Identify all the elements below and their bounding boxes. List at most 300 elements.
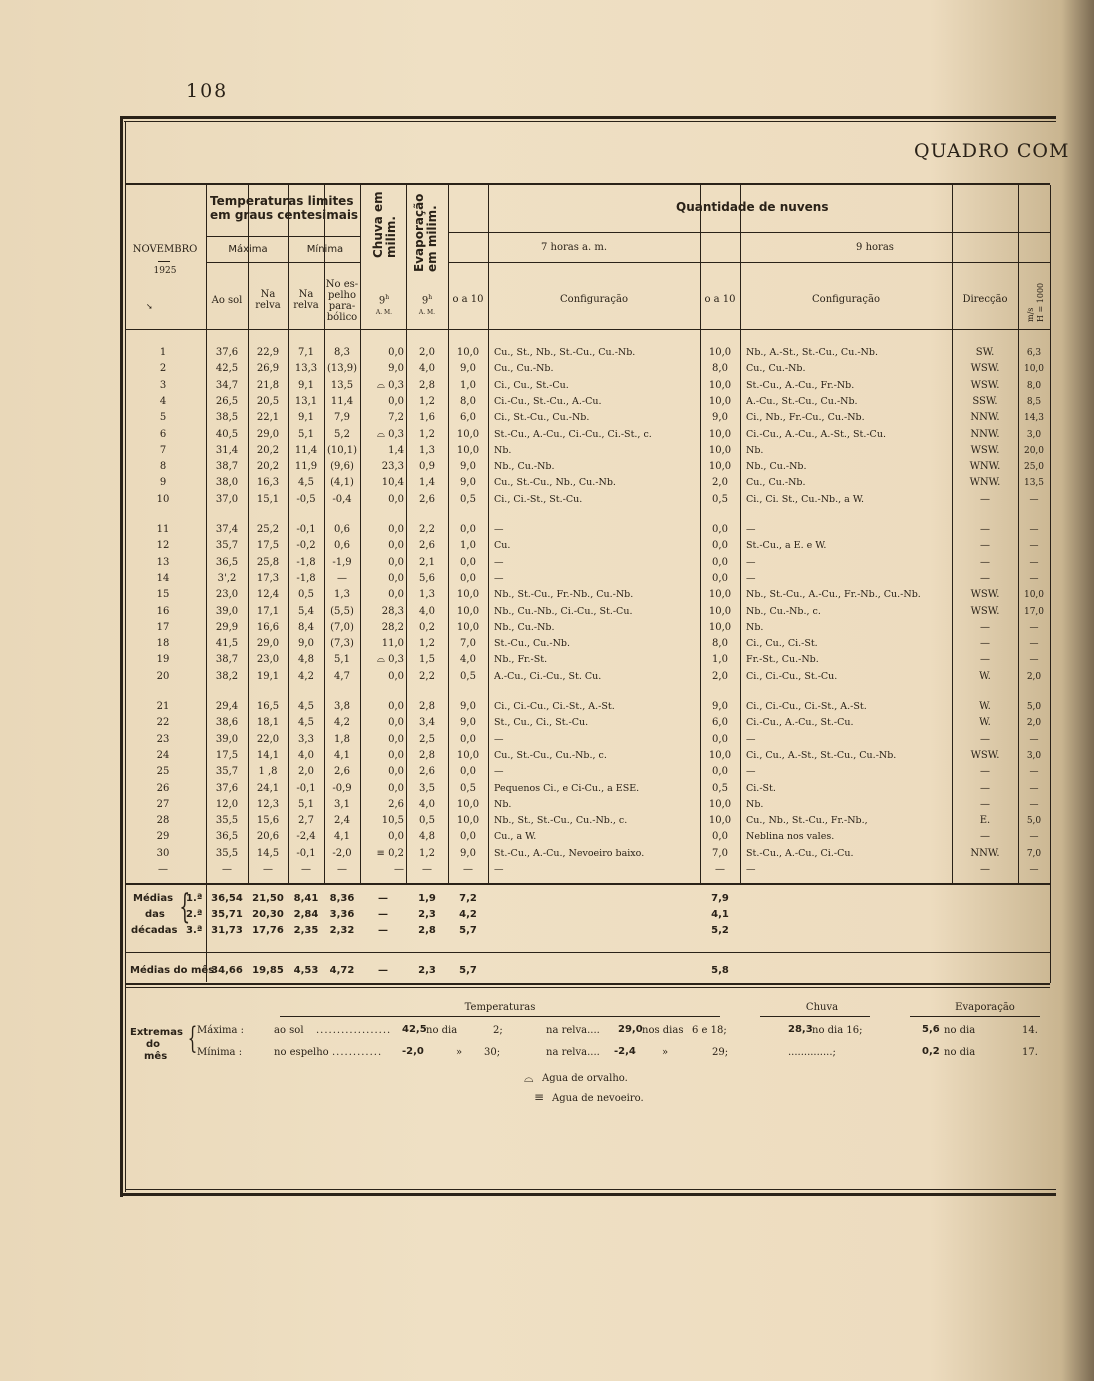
cell-max-sol: 23,0 [215,589,239,601]
cell-evaporacao: 4,0 [419,363,435,375]
cell-direccao: NNW. [970,847,1000,859]
cell-min-espelho: 3,8 [334,701,350,712]
cell-min-espelho: (5,5) [330,605,354,617]
cell-config-7h: Nb., St., St.-Cu., Cu.-Nb., c. [494,815,628,827]
cell-max-sol: 35,7 [215,766,239,778]
cell-min-espelho: 1,3 [334,589,350,601]
cell-velocidade: — [1029,541,1039,552]
cell-max-relva: 22,1 [256,412,280,424]
cell-max-sol: 3',2 [217,572,237,584]
cell-evaporacao: 2,6 [419,540,435,552]
cell-config-9h: Ci.-Cu., A.-Cu., St.-Cu. [746,717,854,729]
cell-day: 5 [159,412,167,424]
cell-max-sol: 38,0 [215,477,239,489]
cell-min-espelho: — [337,864,347,875]
cell-velocidade: — [1029,573,1039,584]
cell-max-relva: 16,5 [256,701,280,712]
cell-day: 24 [156,749,170,761]
cell-media-espelho: 2,32 [329,925,355,936]
cell-nuvens-7h: 0,0 [460,572,476,584]
cell-min-relva: 4,5 [298,717,314,729]
cell-velocidade: — [1029,622,1039,633]
cell-media-n9: 5,2 [711,925,729,936]
cell-min-relva: 4,2 [298,670,314,682]
extremas-maxima-label: Máxima : [197,1025,245,1036]
cell-nuvens-9h: 10,0 [708,395,732,407]
cell-nuvens-9h: 10,0 [708,461,732,473]
cell-max-sol: 29,9 [215,621,239,633]
cell-config-9h: — [746,766,756,778]
cell-velocidade: — [1029,865,1039,875]
cell-media-espelho: 8,36 [329,893,355,904]
frame-bottom-inner [125,1189,1056,1190]
cell-evaporacao: 0,5 [419,815,435,827]
cell-config-9h: Nb., St.-Cu., A.-Cu., Fr.-Nb., Cu.-Nb. [746,589,921,601]
cell-max-relva: 17,3 [256,572,280,584]
max-relva-dias: nos dias [642,1025,684,1036]
cell-day: 6 [159,428,167,440]
cell-nuvens-9h: 9,0 [712,701,728,712]
cell-day: 27 [156,798,170,810]
cell-media-sol: 31,73 [211,925,243,936]
cell-velocidade: 8,5 [1026,396,1042,407]
cell-mes-media-espelho: 4,72 [329,965,355,976]
cell-direccao: — [980,766,990,778]
min-relva-value: -2,4 [614,1046,636,1057]
cell-max-relva: 20,2 [256,444,280,456]
cell-nuvens-9h: 7,0 [712,847,728,859]
extremas-label-3: mês [144,1051,168,1062]
cell-chuva: ≡ 0,2 [376,847,404,859]
cell-nuvens-7h: 10,0 [456,444,480,456]
evap-max-dia: no dia [944,1025,976,1036]
header-config-9: Configuração [812,294,880,305]
cell-max-relva: 23,0 [256,654,280,666]
max-relva-value: 29,0 [618,1024,643,1035]
cell-evaporacao: 2,8 [419,749,435,761]
cell-nuvens-9h: — [715,864,725,875]
col-dir-rule [952,185,953,883]
cell-max-sol: 37,0 [215,493,239,505]
cell-chuva: ⌓ 0,3 [377,428,404,440]
cell-nuvens-7h: 0,0 [460,556,476,568]
cell-direccao: NNW. [970,428,1000,440]
min-esp-q: » [456,1047,463,1058]
nine-rule [700,262,1050,263]
cell-velocidade: 14,3 [1023,413,1045,424]
header-maxima: Máxima [228,244,268,255]
cell-mes-media-min-relva: 4,53 [293,965,319,976]
legend-nevoeiro: Agua de nevoeiro. [552,1093,644,1104]
cell-evaporacao: 2,2 [419,670,435,682]
cell-max-relva: 21,8 [256,379,280,391]
cell-velocidade: 2,0 [1026,671,1042,682]
cell-evaporacao: 1,2 [419,428,435,440]
cell-chuva: 0,0 [388,749,404,761]
cell-config-9h: Ci., Ci. St., Cu.-Nb., a W. [746,493,864,505]
cell-config-7h: Cu., St.-Cu., Nb., Cu.-Nb. [494,477,616,489]
max-relva-label: na relva.... [546,1025,600,1036]
cell-direccao: — [980,638,990,650]
cell-direccao: — [980,621,990,633]
cell-evaporacao: 2,1 [419,556,435,568]
cell-media-n9: 7,9 [711,893,729,904]
cell-nuvens-7h: 4,0 [460,654,476,666]
cell-mes-media-sol: 34,66 [211,965,243,976]
cell-mes-media-n7: 5,7 [459,965,477,976]
cell-min-relva: 8,4 [298,621,314,633]
cell-evaporacao: 5,6 [419,572,435,584]
frame-left [120,116,123,1197]
header-chuva: Chuva em milim. [371,191,398,258]
cell-chuva: 0,0 [388,733,404,745]
cell-chuva: 0,0 [388,717,404,729]
cell-day: 16 [156,605,170,617]
cell-min-espelho: (4,1) [330,477,354,489]
chuva-max-dia: no dia 16; [812,1025,863,1036]
cell-max-sol: 35,5 [215,815,239,827]
cell-config-9h: Ci., Ci.-Cu., Ci.-St., A.-St. [746,701,867,712]
cell-media-relva: 17,76 [252,925,284,936]
cell-min-espelho: 5,1 [334,654,350,666]
cell-velocidade: — [1029,525,1039,535]
cell-day: 29 [156,831,170,843]
nuvens-rule [448,232,1050,233]
cell-min-relva: 9,1 [298,412,314,424]
cell-max-sol: 35,7 [215,540,239,552]
cell-nuvens-9h: 0,0 [712,733,728,745]
cell-min-relva: 5,1 [298,428,314,440]
cell-min-relva: 9,0 [298,638,314,650]
cell-nuvens-7h: 10,0 [456,589,480,601]
cell-min-relva: -0,1 [296,524,316,535]
cell-evaporacao: 1,3 [419,444,435,456]
cell-nuvens-7h: 10,0 [456,815,480,827]
header-arrow: ➘ [146,302,153,311]
frame-left-inner [125,121,126,1192]
cell-chuva: 28,2 [381,621,404,633]
cell-media-min-relva: 2,35 [293,925,319,936]
cell-max-sol: 17,5 [215,749,239,761]
cell-day: 30 [156,847,170,859]
cell-max-relva: 17,5 [256,540,280,552]
cell-decade: 2.ª [186,909,203,920]
evap-max-d: 14. [1022,1025,1038,1036]
cell-direccao: W. [979,670,991,682]
cell-direccao: WSW. [970,605,1000,617]
cell-media-evap: 2,8 [418,925,436,936]
cell-velocidade: 6,3 [1026,348,1042,358]
cell-direccao: WSW. [970,589,1000,601]
cell-media-chuva: — [378,909,388,920]
cell-max-relva: 20,5 [256,395,280,407]
cell-chuva: 9,0 [388,363,404,375]
cell-config-9h: Ci., Cu., Ci.-St. [746,638,818,650]
cell-nuvens-7h: 9,0 [460,701,476,712]
cell-direccao: — [980,654,990,666]
cell-evaporacao: 4,0 [419,605,435,617]
page-number: 108 [186,80,229,102]
cell-nuvens-9h: 2,0 [712,670,728,682]
cell-min-espelho: -0,9 [332,782,352,794]
cell-nuvens-7h: 0,0 [460,766,476,778]
cell-direccao: — [980,831,990,843]
cell-evaporacao: 1,5 [419,654,435,666]
cell-config-7h: Pequenos Ci., e Ci-Cu., a ESE. [494,782,640,794]
cell-min-espelho: 2,4 [334,815,350,827]
cell-max-sol: 37,4 [215,524,239,535]
cell-config-9h: Ci., Ci.-Cu., St.-Cu. [746,670,838,682]
cell-chuva: 0,0 [388,540,404,552]
extremas-evaporacao: Evaporação [955,1002,1015,1013]
cell-max-relva: 29,0 [256,638,280,650]
cell-min-espelho: (10,1) [326,444,358,456]
cell-min-espelho: 1,8 [334,733,350,745]
cell-nuvens-9h: 0,0 [712,831,728,843]
cell-config-7h: Nb. [494,798,512,810]
cell-day: 28 [156,815,170,827]
cell-config-9h: St.-Cu., a E. e W. [746,540,827,552]
cell-media-n7: 4,2 [459,909,477,920]
cell-day: 4 [159,395,167,407]
cell-day: 12 [156,540,170,552]
cell-max-sol: — [222,864,232,875]
cell-nuvens-9h: 10,0 [708,347,732,358]
cell-max-relva: 16,3 [256,477,280,489]
cell-max-relva: 14,1 [256,749,280,761]
cell-nuvens-9h: 0,5 [712,782,728,794]
cell-nuvens-7h: 7,0 [460,638,476,650]
min-esp-label: no espelho [274,1047,329,1058]
cell-config-7h: Cu., a W. [494,831,537,843]
extremas-brace: { [187,1021,198,1056]
cell-min-espelho: 7,9 [334,412,350,424]
cell-direccao: — [980,540,990,552]
cell-evaporacao: 2,8 [419,379,435,391]
cell-max-relva: — [263,864,273,875]
cell-max-relva: 14,5 [256,847,280,859]
cell-config-7h: Nb., Cu.-Nb. [494,621,555,633]
header-ao-sol: Ao sol [211,295,243,306]
evap-max-value: 5,6 [922,1024,940,1035]
cell-day: 21 [156,701,170,712]
col-evap-rule [406,185,407,883]
header-top-rule [125,183,1050,185]
cell-decade: 1.ª [186,893,203,904]
cell-config-7h: — [494,733,504,745]
max-sol-value: 42,5 [402,1024,427,1035]
cell-media-n7: 7,2 [459,893,477,904]
evap-min-value: 0,2 [922,1046,940,1057]
temps-underline [280,1016,720,1017]
cell-nuvens-7h: 10,0 [456,798,480,810]
cell-velocidade: — [1029,767,1039,778]
cell-max-relva: 20,6 [256,831,280,843]
cell-velocidade: — [1029,832,1039,843]
cell-config-7h: Cu., St., Nb., St.-Cu., Cu.-Nb. [494,347,636,358]
cell-direccao: — [980,493,990,505]
cell-config-9h: Ci.-St. [746,782,776,794]
cell-max-sol: 39,0 [215,733,239,745]
max-sol-d: 2; [493,1025,503,1036]
cell-max-sol: 41,5 [215,638,239,650]
frame-top [120,116,1056,119]
medias-label-3: décadas [131,925,178,936]
header-temp-group-1: Temperaturas limites [210,194,354,208]
col-c9-rule [740,185,741,883]
cell-config-7h: — [494,766,504,778]
col-c7-rule [488,185,489,883]
cell-evaporacao: 1,2 [419,847,435,859]
cell-max-relva: 17,1 [256,605,280,617]
cell-config-7h: Nb., Cu.-Nb., Ci.-Cu., St.-Cu. [494,605,633,617]
cell-min-relva: — [301,864,311,875]
table-title: QUADRO COM [914,140,1070,162]
cell-min-espelho: 8,3 [334,347,350,358]
medias-bottom-rule [125,952,1050,953]
cell-direccao: — [980,572,990,584]
cell-config-9h: Nb. [746,444,764,456]
cell-config-9h: Nb., Cu.-Nb. [746,461,807,473]
cell-config-9h: Nb., A.-St., St.-Cu., Cu.-Nb. [746,347,878,358]
cell-evaporacao: — [422,864,432,875]
cell-nuvens-9h: 10,0 [708,621,732,633]
cell-config-7h: Nb. [494,444,512,456]
cell-evaporacao: 2,6 [419,493,435,505]
cell-config-7h: Cu., St.-Cu., Cu.-Nb., c. [494,749,607,761]
cell-chuva: 0,0 [388,347,404,358]
cell-min-espelho: — [337,572,347,584]
cell-direccao: — [980,556,990,568]
cell-day: 14 [156,572,170,584]
evap-min-d: 17. [1022,1047,1038,1058]
cell-nuvens-9h: 0,0 [712,766,728,778]
cell-direccao: WSW. [970,363,1000,375]
cell-min-relva: 7,1 [298,347,314,358]
cell-nuvens-7h: 10,0 [456,428,480,440]
cell-nuvens-9h: 0,0 [712,572,728,584]
cell-min-relva: -0,1 [296,782,316,794]
cell-max-relva: 25,2 [256,524,280,535]
header-year: 1925 [153,266,177,276]
cell-max-relva: 18,1 [256,717,280,729]
cell-nuvens-7h: 9,0 [460,461,476,473]
cell-nuvens-7h: 0,5 [460,670,476,682]
cell-min-espelho: 4,1 [334,831,350,843]
cell-nuvens-7h: 9,0 [460,847,476,859]
cell-velocidade: — [1029,494,1039,505]
cell-velocidade: — [1029,639,1039,650]
cell-decade: 3.ª [186,925,203,936]
cell-min-relva: 5,1 [298,798,314,810]
header-config-7: Configuração [560,294,628,305]
cell-max-relva: 15,1 [256,493,280,505]
cell-max-relva: 22,9 [256,347,280,358]
cell-evaporacao: 3,5 [419,782,435,794]
cell-direccao: WNW. [969,461,1001,473]
cell-evaporacao: 1,3 [419,589,435,601]
cell-min-espelho: 4,7 [334,670,350,682]
cell-media-relva: 21,50 [252,893,284,904]
cell-max-sol: 34,7 [215,379,239,391]
cell-nuvens-9h: 10,0 [708,444,732,456]
cell-min-relva: 4,5 [298,477,314,489]
cell-config-7h: Nb., St.-Cu., Fr.-Nb., Cu.-Nb. [494,589,634,601]
cell-max-sol: 39,0 [215,605,239,617]
cell-chuva: 0,0 [388,395,404,407]
cell-day: 10 [156,493,170,505]
cell-nuvens-7h: 10,0 [456,621,480,633]
cell-nuvens-9h: 1,0 [712,654,728,666]
cell-chuva: 0,0 [388,831,404,843]
extremas-minima-label: Mínima : [197,1047,243,1058]
cell-velocidade: — [1029,799,1039,810]
max-sol-dia: no dia [426,1025,458,1036]
cell-max-sol: 26,5 [215,395,239,407]
body-bottom-rule [125,883,1050,885]
cell-day: 2 [159,363,167,375]
cell-evaporacao: 1,2 [419,638,435,650]
cell-config-7h: Ci., Cu., St.-Cu. [494,379,569,391]
cell-day: — [158,864,168,875]
medias-label-2: das [145,909,165,920]
cell-max-sol: 38,7 [215,461,239,473]
medias-mes-label: Médias do mês [130,965,215,976]
cell-min-relva: -2,4 [296,831,316,843]
cell-config-9h: Ci., Cu., A.-St., St.-Cu., Cu.-Nb. [746,749,897,761]
cell-chuva: 0,0 [388,701,404,712]
frame-top-inner [124,121,1056,122]
min-esp-dots: ............ [332,1047,383,1058]
cell-max-sol: 38,7 [215,654,239,666]
cell-nuvens-9h: 10,0 [708,589,732,601]
cell-nuvens-9h: 0,0 [712,540,728,552]
cell-config-9h: Ci.-Cu., A.-Cu., A.-St., St.-Cu. [746,428,886,440]
cell-velocidade: 13,5 [1023,478,1045,489]
header-nuvens: Quantidade de nuvens [676,200,829,214]
header-na-relva-min: Na relva [293,289,319,311]
max-sol-dots: .................. [316,1025,392,1036]
cell-min-espelho: (7,0) [330,621,354,633]
cell-media-relva: 20,30 [252,909,284,920]
cell-nuvens-7h: 1,0 [460,540,476,552]
cell-nuvens-7h: 9,0 [460,477,476,489]
cell-evaporacao: 0,2 [419,621,435,633]
cell-nuvens-7h: 10,0 [456,749,480,761]
cell-nuvens-7h: 0,0 [460,733,476,745]
maxmin-rule [206,262,360,263]
cell-direccao: — [980,782,990,794]
cell-evaporacao: 4,8 [419,831,435,843]
cell-config-9h: — [746,524,756,535]
cell-min-espelho: 4,1 [334,749,350,761]
cell-chuva: 10,5 [381,815,404,827]
cell-day: 18 [156,638,170,650]
cell-evaporacao: 1,4 [419,477,435,489]
cell-nuvens-7h: 1,0 [460,379,476,391]
fog-icon: ≡ [534,1090,545,1104]
cell-velocidade: 10,0 [1023,364,1045,375]
cell-nuvens-7h: 9,0 [460,363,476,375]
cell-max-relva: 29,0 [256,428,280,440]
cell-max-relva: 26,9 [256,363,280,375]
cell-media-n7: 5,7 [459,925,477,936]
header-minima: Mínima [306,244,344,255]
cell-min-relva: 3,3 [298,733,314,745]
cell-config-7h: Nb., Fr.-St. [494,654,548,666]
cell-evaporacao: 2,2 [419,524,435,535]
cell-evaporacao: 2,5 [419,733,435,745]
